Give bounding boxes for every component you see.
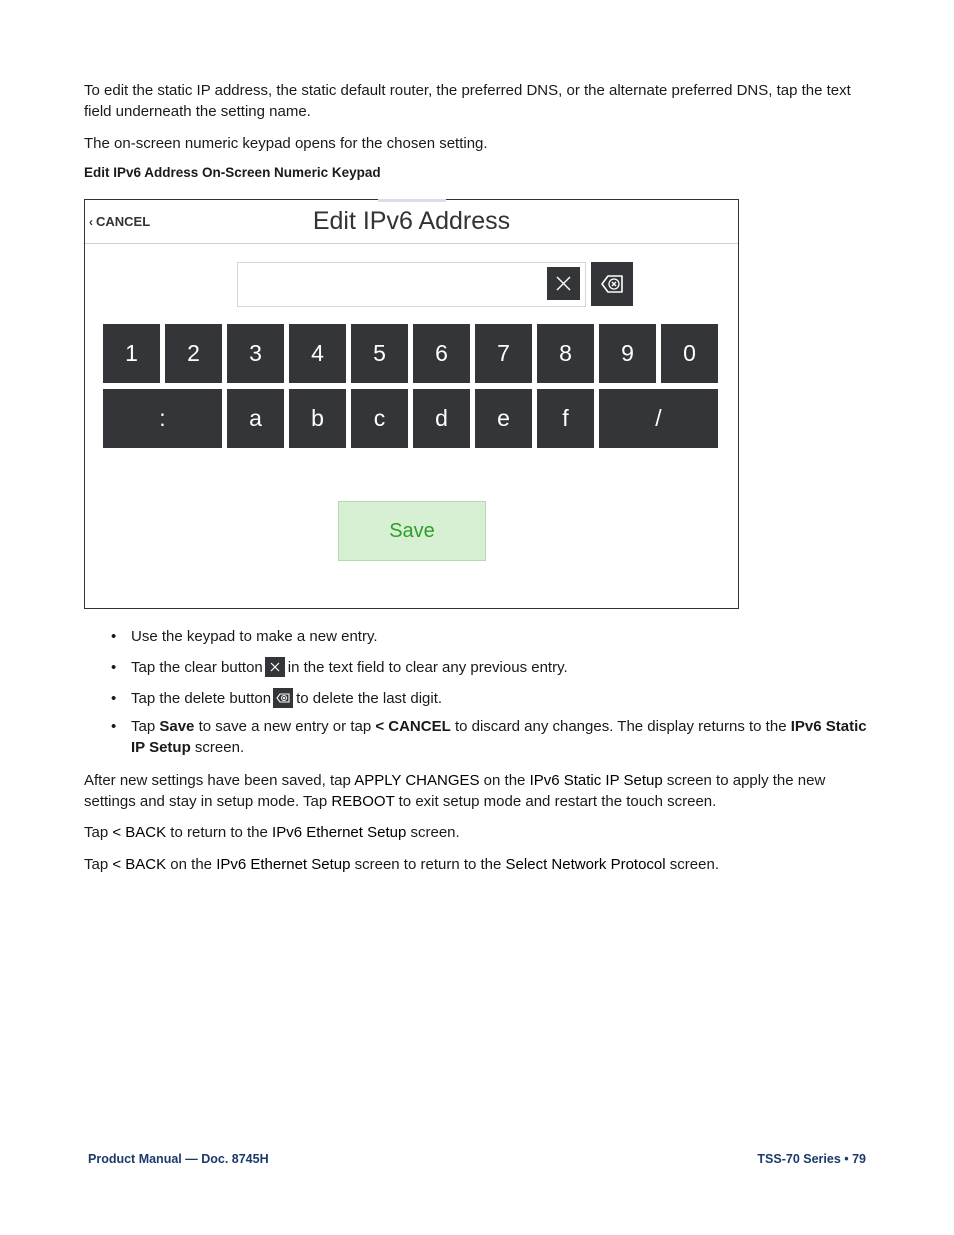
text-part: Tap bbox=[84, 824, 113, 841]
bullet-text-part: Tap bbox=[131, 718, 160, 735]
bullet-text bbox=[131, 657, 871, 678]
term-reboot: REBOOT bbox=[331, 793, 395, 810]
bullet-dot: • bbox=[111, 628, 117, 645]
text-part: to return to the bbox=[166, 824, 273, 841]
text-part: on the bbox=[166, 856, 217, 873]
text-part: Tap bbox=[84, 856, 113, 873]
key-8[interactable]: 8 bbox=[537, 324, 594, 383]
key-1[interactable]: 1 bbox=[103, 324, 160, 383]
key-b[interactable]: b bbox=[289, 389, 346, 448]
term-screen: IPv6 Static IP Setup bbox=[131, 718, 867, 756]
text-part: to exit setup mode and restart the touch screen. bbox=[394, 793, 717, 810]
footer-doc-title: Product Manual — Doc. 8745H bbox=[88, 1152, 269, 1166]
clear-button[interactable] bbox=[547, 267, 580, 300]
key-a[interactable]: a bbox=[227, 389, 284, 448]
bullet-dot: • bbox=[111, 659, 117, 676]
key-3[interactable]: 3 bbox=[227, 324, 284, 383]
backspace-icon bbox=[273, 688, 293, 708]
bullet-text: Use the keypad to make a new entry. bbox=[131, 628, 378, 645]
text-part: screen to apply the new settings and stay in setup mode. Tap bbox=[84, 772, 826, 810]
ipv6-address-input[interactable] bbox=[237, 262, 586, 307]
term-apply-changes: APPLY CHANGES bbox=[354, 772, 480, 789]
bullet-text-part: to save a new entry or tap bbox=[194, 718, 376, 735]
keypad-screenshot bbox=[84, 199, 739, 609]
key-d[interactable]: d bbox=[413, 389, 470, 448]
intro-paragraph-2: The on-screen numeric keypad opens for the chosen setting. bbox=[84, 135, 488, 152]
text-part: on the bbox=[479, 772, 530, 789]
after-paragraph bbox=[84, 770, 874, 812]
key-5[interactable]: 5 bbox=[351, 324, 408, 383]
intro-paragraph: To edit the static IP address, the static default router, the preferred DNS, or the alternate preferred DNS, tap the text field underneath the setting name. bbox=[84, 82, 851, 120]
screen-header bbox=[85, 200, 738, 244]
key-0[interactable]: 0 bbox=[661, 324, 718, 383]
footer-page-number: TSS-70 Series • 79 bbox=[757, 1152, 866, 1166]
close-icon bbox=[265, 657, 285, 677]
text-part: screen. bbox=[665, 856, 719, 873]
key-9[interactable]: 9 bbox=[599, 324, 656, 383]
key-e[interactable]: e bbox=[475, 389, 532, 448]
text-part: After new settings have been saved, tap bbox=[84, 772, 355, 789]
key-f[interactable]: f bbox=[537, 389, 594, 448]
bullet-text-part: Tap the clear button bbox=[131, 659, 263, 676]
term-back: < BACK bbox=[112, 856, 167, 873]
term-cancel: < CANCEL bbox=[375, 718, 451, 735]
key-2[interactable]: 2 bbox=[165, 324, 222, 383]
key-6[interactable]: 6 bbox=[413, 324, 470, 383]
save-button[interactable]: Save bbox=[338, 501, 486, 561]
term-save: Save bbox=[159, 718, 195, 735]
bullet-text-part: Tap the delete button bbox=[131, 690, 272, 707]
back-paragraph bbox=[84, 822, 874, 843]
chevron-left-icon: ‹ bbox=[89, 215, 93, 229]
key-7[interactable]: 7 bbox=[475, 324, 532, 383]
term-screen: IPv6 Static IP Setup bbox=[529, 772, 663, 789]
text-part: screen. bbox=[406, 824, 460, 841]
bullet-dot: • bbox=[111, 690, 117, 707]
delete-button[interactable] bbox=[591, 262, 633, 306]
bullet-text-part: to delete the last digit. bbox=[296, 690, 443, 707]
term-screen: IPv6 Ethernet Setup bbox=[216, 856, 351, 873]
bullet-text-part: to discard any changes. The display returns to the bbox=[450, 718, 791, 735]
key-slash[interactable]: / bbox=[599, 389, 718, 448]
text-part: screen to return to the bbox=[350, 856, 506, 873]
bullet-text bbox=[131, 688, 871, 709]
term-screen: IPv6 Ethernet Setup bbox=[272, 824, 407, 841]
bullet-text-part: screen. bbox=[190, 739, 245, 756]
back-paragraph-2 bbox=[84, 854, 874, 875]
term-screen: Select Network Protocol bbox=[505, 856, 666, 873]
screen-title: Edit IPv6 Address bbox=[312, 207, 511, 235]
bullet-text-part: in the text field to clear any previous entry. bbox=[287, 659, 568, 676]
bullet-dot: • bbox=[111, 718, 117, 735]
key-c[interactable]: c bbox=[351, 389, 408, 448]
cancel-label: CANCEL bbox=[96, 214, 151, 229]
close-icon bbox=[547, 267, 580, 300]
key-colon[interactable]: : bbox=[103, 389, 222, 448]
term-back: < BACK bbox=[112, 824, 167, 841]
backspace-icon bbox=[591, 262, 633, 306]
bullet-text bbox=[131, 716, 871, 758]
key-4[interactable]: 4 bbox=[289, 324, 346, 383]
figure-caption: Edit IPv6 Address On-Screen Numeric Keypad bbox=[84, 165, 381, 180]
